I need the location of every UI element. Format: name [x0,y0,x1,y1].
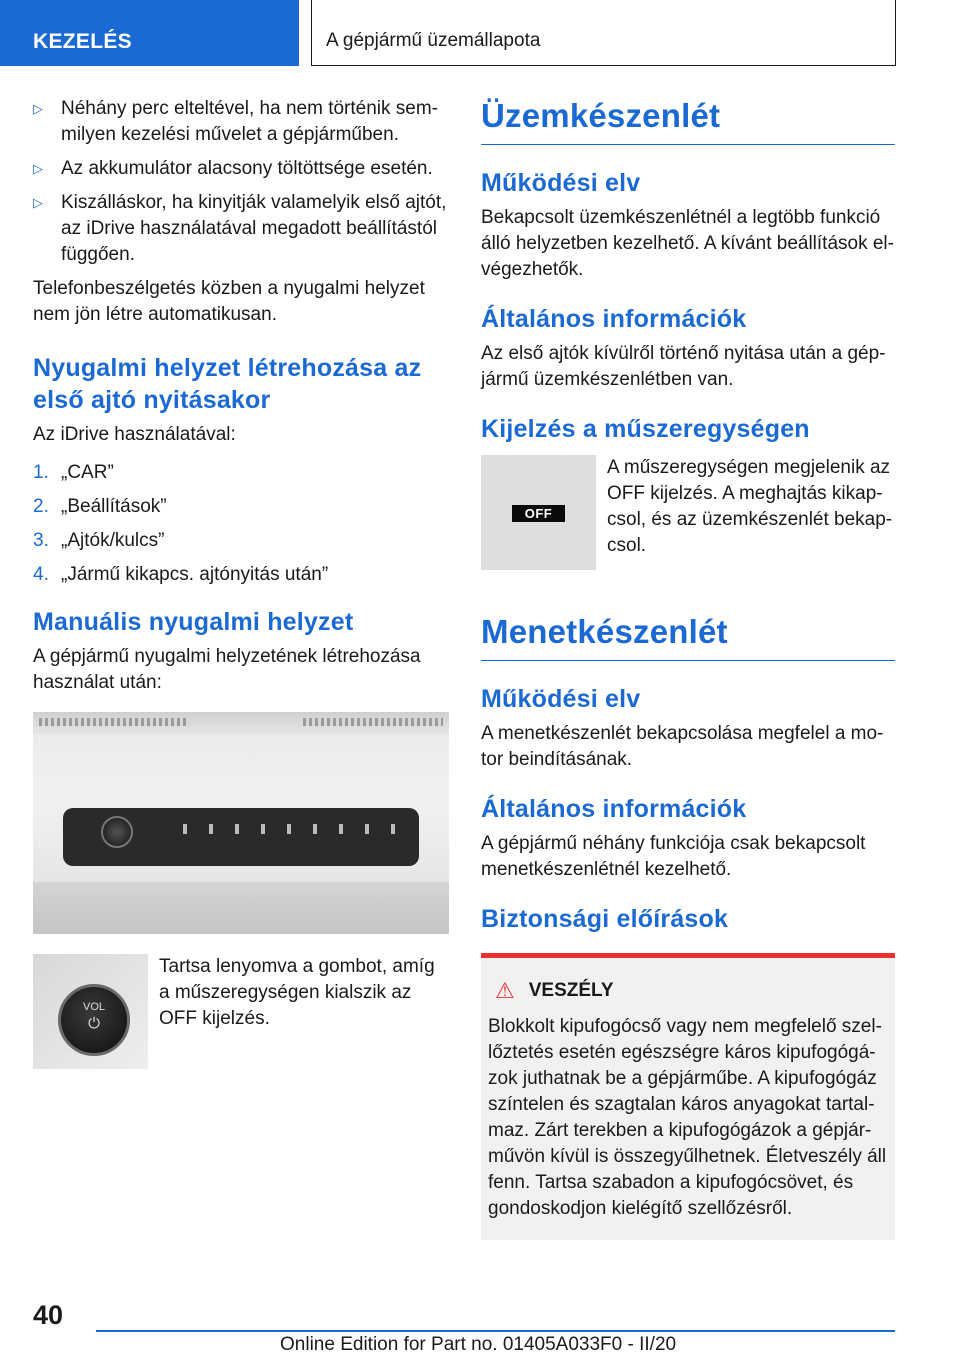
drive-principle-text: A menetkészenlét bekapcsolása megfelel a mo‐ tor beindításának. [481,723,884,770]
heading-standby-general: Általános információk [481,305,747,333]
warning-box [481,953,895,1240]
list-item: ▷ Néhány perc elteltével, ha nem történik sem‐ milyen kezelési művelet a gépjárműben. [33,98,439,145]
idrive-steps [33,460,449,588]
heading-door-standby: Nyugalmi helyzet létrehozása az első ajtó nyitásakor [33,354,422,414]
left-column [33,96,449,1069]
triangle-bullet-icon: ▷ [33,195,43,210]
step-item: 1. „CAR” [33,462,114,483]
vent-grille [39,718,189,726]
dashboard-tray [33,882,449,934]
step-item: 4. „Jármű kikapcs. ajtónyitás után” [33,564,329,585]
instrument-cluster-image [481,455,596,570]
power-icon: ⏻ [88,1015,100,1032]
step-item: 2. „Beállítások” [33,496,167,517]
list-item: ▷ Kiszálláskor, ha kinyitják valamelyik első ajtót, az iDrive használatával megadott beállítástól függően. [33,192,447,265]
warning-text: Blokkolt kipufogócső vagy nem megfelelő szel‐ lőztetés esetén egészségre káros kipufogógá‐ zok juthatnak be a gépjárműbe. A kipufogógáz színtelen és szagtalan káros anyagokat tartal‐ maz. Zárt terekben a kipufogógázok a gépjár‐ művön kívül is összegyűlhetnek. Életveszély áll fenn. Tartsa szabadon a kipufogócsövet, és gondoskodjon kielégítő szellőzésről. [488,1016,887,1219]
heading-standby: Üzemkészenlét [481,96,895,145]
heading-drive-ready: Menetkészenlét [481,612,895,661]
heading-drive-general: Általános információk [481,795,747,823]
heading-standby-display: Kijelzés a műszeregységen [481,415,810,443]
condition-list [33,96,449,268]
standby-general-text: Az első ajtók kívülről történő nyitása után a gép‐ jármű üzemkészenlétben van. [481,343,886,390]
heading-safety: Biztonsági előírások [481,905,729,933]
drive-general-text: A gépjármű néhány funkciója csak bekapcsolt menetkészenlétnél kezelhető. [481,833,866,880]
volume-knob-image [33,954,148,1069]
volume-knob-icon [101,816,133,848]
triangle-bullet-icon: ▷ [33,101,43,116]
page-number: 40 [33,1300,64,1330]
off-display-row [481,455,895,570]
heading-drive-principle: Működési elv [481,685,641,713]
warning-triangle-icon: ⚠ [495,978,515,1003]
step-item: 3. „Ajtók/kulcs” [33,530,165,551]
triangle-bullet-icon: ▷ [33,161,43,176]
power-knob-icon: VOL ⏻ [58,984,130,1056]
preset-buttons [183,824,413,834]
off-display-text: A műszeregységen megjelenik az OFF kijelzés. A meghajtás kikap‐ csol, és az üzemkészenlét bekap‐ csol. [607,457,893,556]
warning-title: ⚠ VESZÉLY [495,978,614,1003]
right-column [481,96,895,1240]
phone-note: Telefonbeszélgetés közben a nyugalmi helyzet nem jön létre automatikusan. [33,278,425,325]
list-item: ▷ Az akkumulátor alacsony töltöttsége esetén. [33,156,449,182]
footer-rule [96,1330,895,1332]
heading-manual-standby: Manuális nyugalmi helyzet [33,608,354,636]
vent-grille [303,718,443,726]
knob-instruction-row [33,954,449,1069]
manual-text: A gépjármű nyugalmi helyzetének létrehozása használat után: [33,646,421,693]
edition-note: Online Edition for Part no. 01405A033F0 - II/20 [280,1334,677,1355]
off-indicator: OFF [512,505,565,522]
idrive-intro: Az iDrive használatával: [33,424,236,445]
knob-instruction: Tartsa lenyomva a gombot, amíg a műszeregységen kialszik az OFF kijelzés. [159,956,435,1029]
chapter-title: A gépjármű üzemállapota [311,0,896,66]
dashboard-image [33,712,449,934]
standby-principle-text: Bekapcsolt üzemkészenlétnél a legtöbb funkció álló helyzetben kezelhető. A kívánt beállítások el‐ végezhetők. [481,207,894,280]
section-tab: KEZELÉS [0,0,299,66]
heading-standby-principle: Működési elv [481,169,641,197]
